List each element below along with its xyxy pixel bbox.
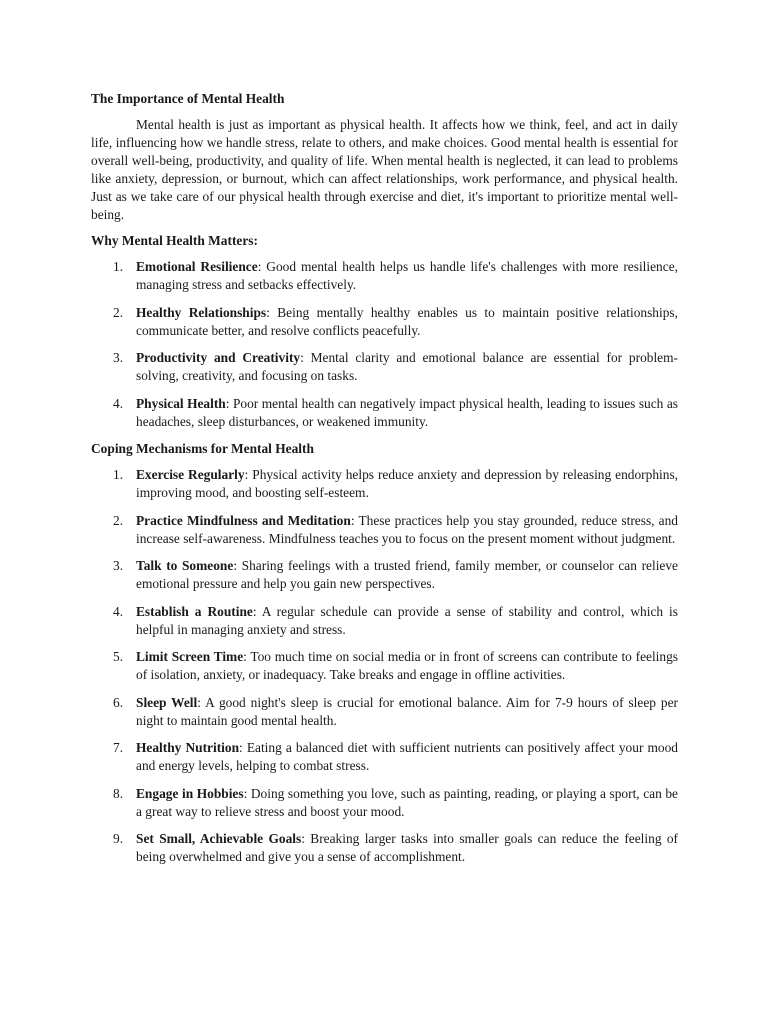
list-number: 3. bbox=[113, 558, 124, 573]
coping-list bbox=[91, 466, 678, 866]
list-term: Engage in Hobbies bbox=[136, 785, 244, 801]
document-title: The Importance of Mental Health bbox=[91, 91, 285, 106]
list-term: Exercise Regularly bbox=[136, 467, 245, 482]
list-number: 5. bbox=[113, 649, 124, 664]
list-number: 4. bbox=[113, 603, 124, 619]
list-item bbox=[91, 603, 678, 639]
list-text: : A good night's sleep is crucial for emotional balance. Aim for 7-9 hours of sleep per night to maintain good mental health. bbox=[136, 694, 678, 728]
list-text: : Good mental health helps us handle life's challenges with more resilience, managing stress and setbacks effectively. bbox=[136, 259, 678, 292]
list-item bbox=[91, 512, 678, 548]
list-term: Talk to Someone bbox=[136, 558, 234, 573]
list-text: : Being mentally healthy enables us to maintain positive relationships, communicate better, and resolve conflicts peacefully. bbox=[136, 304, 678, 338]
list-number: 1. bbox=[113, 259, 124, 274]
document-page bbox=[91, 90, 678, 876]
list-item bbox=[91, 349, 678, 385]
list-term: Limit Screen Time bbox=[136, 649, 244, 664]
list-term: Practice Mindfulness and Meditation bbox=[136, 512, 351, 528]
list-item bbox=[91, 785, 678, 821]
list-text: : A regular schedule can provide a sense of stability and control, which is helpful in managing anxiety and stress. bbox=[136, 603, 678, 637]
list-term: Physical Health bbox=[136, 395, 226, 411]
list-text: : Mental clarity and emotional balance are essential for problem-solving, creativity, and focusing on tasks. bbox=[136, 350, 678, 383]
list-text: : Doing something you love, such as painting, reading, or playing a sport, can be a great way to relieve stress and boost your mood. bbox=[136, 785, 679, 819]
list-item bbox=[91, 648, 678, 684]
list-term: Healthy Nutrition bbox=[136, 740, 240, 755]
list-text: : Sharing feelings with a trusted friend, family member, or counselor can relieve emotional pressure and help you gain new perspectives. bbox=[136, 558, 678, 591]
list-text: : Poor mental health can negatively impact physical health, leading to issues such as headaches, sleep disturbances, or weakened immunity. bbox=[136, 395, 678, 429]
list-item bbox=[91, 258, 678, 294]
list-item bbox=[91, 466, 678, 502]
list-number: 2. bbox=[113, 512, 124, 528]
list-term: Healthy Relationships bbox=[136, 304, 267, 320]
list-number: 1. bbox=[113, 467, 124, 482]
list-number: 3. bbox=[113, 350, 124, 365]
list-term: Establish a Routine bbox=[136, 603, 253, 619]
list-text: : Physical activity helps reduce anxiety and depression by releasing endorphins, improving mood, and boosting self-esteem. bbox=[136, 467, 679, 500]
list-item bbox=[91, 694, 678, 730]
list-term: Sleep Well bbox=[136, 694, 198, 710]
coping-heading: Coping Mechanisms for Mental Health bbox=[91, 441, 314, 456]
list-item bbox=[91, 830, 678, 866]
list-term: Productivity and Creativity bbox=[136, 350, 301, 365]
list-item bbox=[91, 304, 678, 340]
list-item bbox=[91, 557, 678, 593]
list-text: : These practices help you stay grounded, reduce stress, and increase self-awareness. Mindfulness teaches you to focus on the present moment without judgment. bbox=[136, 512, 678, 546]
list-term: Set Small, Achievable Goals bbox=[136, 831, 302, 846]
intro-paragraph: Mental health is just as important as physical health. It affects how we think, feel, and act in daily life, influencing how we handle stress, relate to others, and make choices. Good mental health is essential for overall well-being, productivity, and quality of life. When mental health is neglected, it can lead to problems like anxiety, depression, or burnout, which can affect relationships, work performance, and physical health. Just as we take care of our physical health through exercise and diet, it's important to prioritize mental well-being. bbox=[91, 117, 678, 222]
list-number: 4. bbox=[113, 395, 124, 411]
list-text: : Too much time on social media or in front of screens can contribute to feelings of isolation, anxiety, or inadequacy. Take breaks and engage in offline activities. bbox=[136, 649, 679, 682]
list-number: 2. bbox=[113, 304, 124, 320]
list-item bbox=[91, 395, 678, 431]
why-list bbox=[91, 258, 678, 431]
list-number: 7. bbox=[113, 740, 124, 755]
list-number: 8. bbox=[113, 785, 124, 801]
list-number: 6. bbox=[113, 694, 124, 710]
list-text: : Breaking larger tasks into smaller goals can reduce the feeling of being overwhelmed and give you a sense of accomplishment. bbox=[136, 831, 679, 864]
list-term: Emotional Resilience bbox=[136, 259, 258, 274]
list-item bbox=[91, 739, 678, 775]
why-heading: Why Mental Health Matters: bbox=[91, 233, 258, 248]
list-text: : Eating a balanced diet with sufficient nutrients can positively affect your mood and energy levels, helping to combat stress. bbox=[136, 740, 678, 773]
list-number: 9. bbox=[113, 831, 124, 846]
